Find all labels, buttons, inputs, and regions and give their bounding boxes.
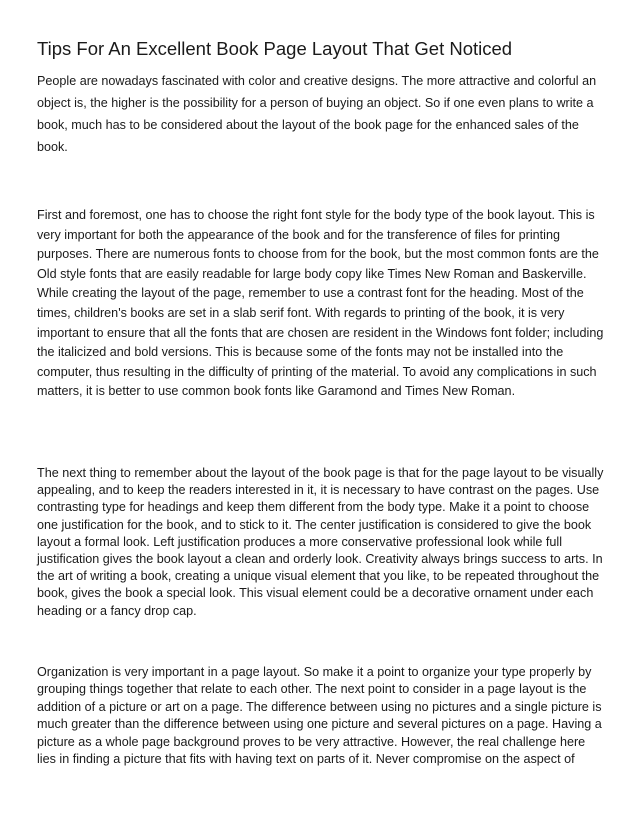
paragraph-organization: Organization is very important in a page layout. So make it a point to organize your type properly by grouping things together that relate to each other. The next point to consider in a page layout is the addition of a picture or art on a page. The difference between using no pictures and a single picture is much greater than the difference between using one picture and several pictures on a page. Having a picture as a whole page background proves to be very attractive. However, the real challenge here lies in finding a picture that fits with having text on parts of it. Never compromise on the aspect of: [37, 665, 602, 767]
paragraph-contrast: The next thing to remember about the layout of the book page is that for the page layout to be visually appealing, and to keep the readers interested in it, it is necessary to have contrast on the pages. Use contrasting type for headings and keep them different from the body type. Make it a point to choose one justification for the book, and to stick to it. The center justification is considered to give the book layout a formal look. Left justification produces a more conservative professional look while full justification gives the book layout a clean and orderly look. Creativity always brings success to arts. In the art of writing a book, creating a unique visual element that you like, to be repeated throughout the book, gives the book a special look. This visual element could be a decorative ornament under each heading or a fancy drop cap.: [37, 466, 604, 618]
paragraph-font-style: First and foremost, one has to choose the right font style for the body type of the book layout. This is very important for both the appearance of the book and for the transference of files for printing purposes. There are numerous fonts to choose from for the book, but the most common fonts are the Old style fonts that are easily readable for large body copy like Times New Roman and Baskerville. While creating the layout of the page, remember to use a contrast font for the heading. Most of the times, children's books are set in a slab serif font. With regards to printing of the book, it is very important to ensure that all the fonts that are chosen are resident in the Windows font folder; including the italicized and bold versions. This is because some of the fonts may not be installed into the computer, thus resulting in the difficulty of printing of the material. To avoid any complications in such matters, it is better to use common book fonts like Garamond and Times New Roman.: [37, 208, 604, 399]
paragraph-intro: People are nowadays fascinated with color and creative designs. The more attractive and colorful an object is, the higher is the possibility for a person of buying an object. So if one even plans to write a book, much has to be considered about the layout of the book page for the enhanced sales of the book.: [37, 74, 597, 154]
page-title: Tips For An Excellent Book Page Layout That Get Noticed: [37, 38, 513, 59]
